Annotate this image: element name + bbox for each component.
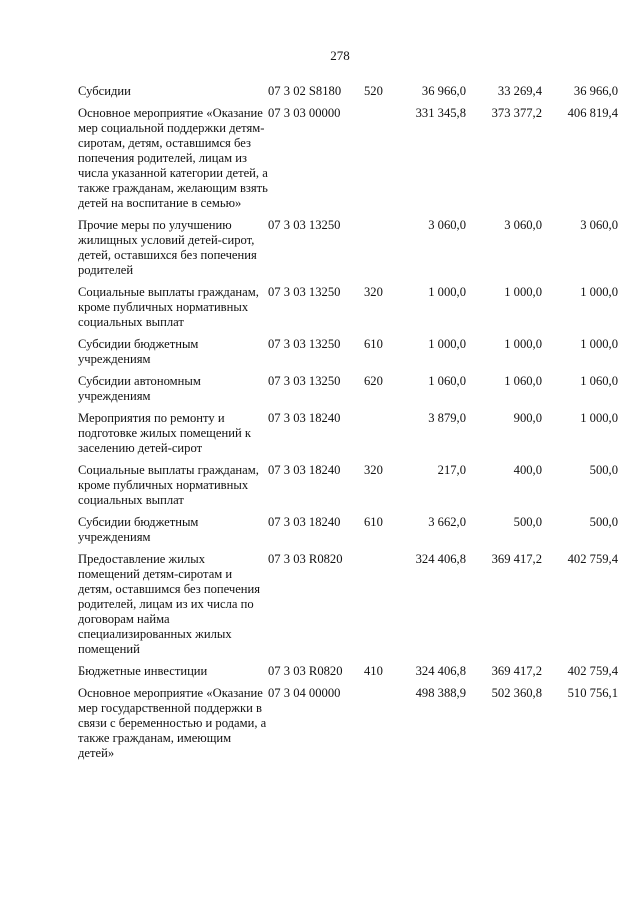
row-value-1: 498 388,9 (415, 686, 466, 700)
row-code: 07 3 03 18240 (268, 515, 341, 529)
row-value-1: 1 000,0 (428, 337, 466, 351)
row-name: Социальные выплаты гражданам, кроме публичных нормативных социальных выплат (78, 463, 259, 507)
row-code: 07 3 03 13250 (268, 218, 341, 232)
row-value-2: 500,0 (513, 515, 542, 529)
row-value-1: 324 406,8 (415, 664, 466, 678)
row-value-3: 36 966,0 (573, 84, 618, 98)
row-expense-type (360, 552, 394, 664)
row-name: Субсидии бюджетным учреждениям (78, 337, 199, 366)
row-expense-type (360, 106, 394, 218)
page-number: 278 (330, 48, 350, 63)
row-name: Мероприятия по ремонту и подготовке жилых помещений к заселению детей-сирот (78, 411, 251, 455)
row-code: 07 3 03 13250 (268, 374, 341, 388)
row-code: 07 3 03 00000 (268, 106, 341, 120)
row-value-1: 3 879,0 (428, 411, 466, 425)
row-name: Субсидии (78, 84, 131, 98)
row-value-2: 369 417,2 (491, 552, 542, 566)
row-name: Бюджетные инвестиции (78, 664, 208, 678)
row-name: Субсидии бюджетным учреждениям (78, 515, 199, 544)
row-value-2: 3 060,0 (504, 218, 542, 232)
row-expense-type: 320 (364, 463, 383, 477)
row-name: Основное мероприятие «Оказание мер социальной поддержки детям-сиротам, детям, оставшимся без попечения родителей, лицам из числа указанной категории детей, а также гражданам, желающим взять детей на воспитание в семью» (78, 106, 268, 210)
budget-table (72, 84, 618, 768)
row-code: 07 3 03 18240 (268, 411, 341, 425)
row-value-1: 331 345,8 (415, 106, 466, 120)
row-value-1: 1 000,0 (428, 285, 466, 299)
table-body (72, 84, 618, 768)
row-code: 07 3 02 S8180 (268, 84, 342, 98)
row-expense-type (360, 686, 394, 768)
row-value-1: 1 060,0 (428, 374, 466, 388)
row-code: 07 3 03 R0820 (268, 552, 343, 566)
row-value-1: 324 406,8 (415, 552, 466, 566)
row-code: 07 3 03 R0820 (268, 664, 343, 678)
row-value-2: 400,0 (513, 463, 542, 477)
table-row (72, 664, 618, 686)
row-value-1: 36 966,0 (421, 84, 466, 98)
table-row (72, 463, 618, 515)
table-row (72, 552, 618, 664)
row-value-3: 500,0 (589, 463, 618, 477)
row-expense-type: 520 (364, 84, 383, 98)
table-row (72, 285, 618, 337)
row-value-2: 33 269,4 (497, 84, 542, 98)
table-row (72, 374, 618, 411)
row-value-2: 1 000,0 (504, 285, 542, 299)
row-name: Предоставление жилых помещений детям-сиротам и детям, оставшимся без попечения родителей, лицам из их числа по договорам найма специализированных жилых помещений (78, 552, 261, 656)
row-value-2: 502 360,8 (491, 686, 542, 700)
row-value-3: 1 000,0 (580, 285, 618, 299)
table-row (72, 106, 618, 218)
row-value-3: 406 819,4 (567, 106, 618, 120)
row-name: Основное мероприятие «Оказание мер государственной поддержки в связи с беременностью и родами, а также гражданам, имеющим детей» (78, 686, 267, 760)
row-name: Прочие меры по улучшению жилищных условий детей-сирот, детей, оставшихся без попечения родителей (78, 218, 257, 277)
table-row (72, 84, 618, 106)
row-value-2: 1 060,0 (504, 374, 542, 388)
row-expense-type: 610 (364, 515, 383, 529)
row-expense-type: 620 (364, 374, 383, 388)
row-value-2: 373 377,2 (491, 106, 542, 120)
row-expense-type (360, 218, 394, 285)
row-name: Субсидии автономным учреждениям (78, 374, 201, 403)
row-code: 07 3 03 13250 (268, 285, 341, 299)
row-value-2: 1 000,0 (504, 337, 542, 351)
row-expense-type: 320 (364, 285, 383, 299)
row-expense-type: 410 (364, 664, 383, 678)
row-code: 07 3 03 18240 (268, 463, 341, 477)
row-value-3: 402 759,4 (567, 552, 618, 566)
row-expense-type (360, 411, 394, 463)
row-value-3: 1 000,0 (580, 337, 618, 351)
row-value-3: 510 756,1 (567, 686, 618, 700)
row-value-2: 369 417,2 (491, 664, 542, 678)
row-value-3: 402 759,4 (567, 664, 618, 678)
row-code: 07 3 04 00000 (268, 686, 341, 700)
row-name: Социальные выплаты гражданам, кроме публичных нормативных социальных выплат (78, 285, 259, 329)
row-value-2: 900,0 (513, 411, 542, 425)
row-value-3: 1 060,0 (580, 374, 618, 388)
table-row (72, 337, 618, 374)
row-code: 07 3 03 13250 (268, 337, 341, 351)
table-row (72, 218, 618, 285)
table-row (72, 686, 618, 768)
row-value-3: 500,0 (589, 515, 618, 529)
row-value-1: 217,0 (437, 463, 466, 477)
row-expense-type: 610 (364, 337, 383, 351)
table-row (72, 515, 618, 552)
row-value-1: 3 060,0 (428, 218, 466, 232)
row-value-3: 1 000,0 (580, 411, 618, 425)
row-value-1: 3 662,0 (428, 515, 466, 529)
table-row (72, 411, 618, 463)
row-value-3: 3 060,0 (580, 218, 618, 232)
